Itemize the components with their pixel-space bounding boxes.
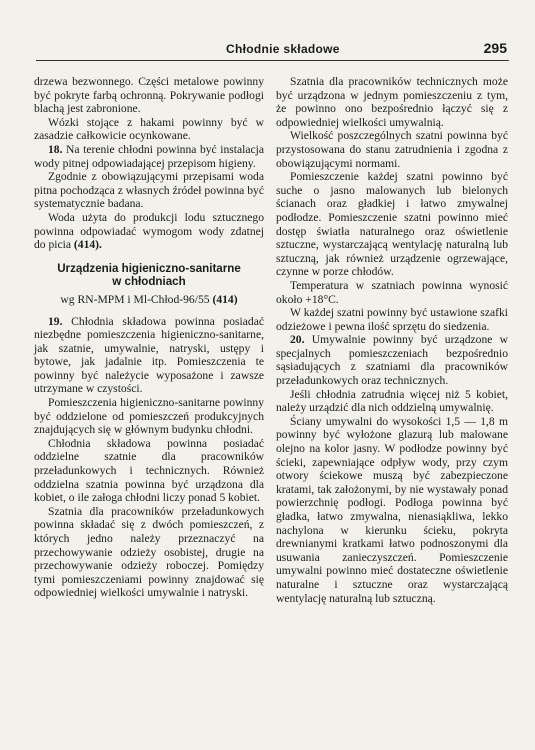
- item-number: 20.: [290, 333, 305, 347]
- item-number: 19.: [48, 314, 63, 328]
- page-number: 295: [483, 40, 507, 56]
- reference-number: (414).: [73, 238, 102, 252]
- paragraph: Wielkość poszczególnych szatni powinna być przystosowana do stanu zatrudnienia i zgodna z obowiązującymi normami.: [276, 129, 508, 170]
- paragraph: drzewa bezwonnego. Części metalowe powinny być pokryte farbą ochronną. Pokrywanie podłogi blachą jest zabronione.: [34, 75, 264, 116]
- paragraph: Ściany umywalni do wysokości 1,5 — 1,8 m powinny być wyłożone glazurą lub malowane olejno na kolor jasny. W podłodze powinny być ścieki, zapewniające odpływ wody, przy czym otwory ściekowe muszą być zabezpieczone kratami, tak założonymi, by nie wystawały ponad powierzchnię podłogi. Podłoga powinna być gładka, łatwo zmywalna, nienasiąkliwa, lekko nachylona w kierunku ścieku, pokryta drewnianymi kratkami łatwo podnoszonymi dla usuwania zanieczyszczeń. Pomieszczenie umywalni powinno mieć dostateczne oświetlenie naturalne i sztuczne oraz wystarczającą wentylację naturalną lub sztuczną.: [276, 414, 508, 605]
- section-subheading: wg RN-MPM i Ml-Chłod-96/55 (414): [60, 292, 238, 306]
- paragraph: Szatnia dla pracowników przeładunkowych powinna składać się z dwóch pomieszczeń, z których jedno należy przeznaczyć na przechowywanie odzieży osobistej, drugie na przechowywanie odzieży roboczej. Pomiędzy tymi pomieszczeniami powinny znajdować się odpowiedniej wielkości umywalnie i natryski.: [34, 504, 264, 600]
- page-header: [36, 40, 509, 61]
- right-column: [276, 75, 508, 605]
- paragraph: 18. Na terenie chłodni powinna być instalacja wody pitnej odpowiadającej przepisom higieny.: [34, 142, 264, 170]
- paragraph: 19. Chłodnia składowa powinna posiadać niezbędne pomieszczenia higieniczno-sanitarne, jak szatnie, umywalnie, natryski, ustępy i bytowe, jak jadalnie itp. Pomieszczenia te powinny być należycie wyposażone i zawsze utrzymane w czystości.: [34, 314, 264, 396]
- left-column: [34, 75, 264, 600]
- paragraph: Jeśli chłodnia zatrudnia więcej niż 5 kobiet, należy urządzić dla nich oddzielną umywalnię.: [276, 387, 508, 415]
- paragraph: W każdej szatni powinny być ustawione szafki odzieżowe i pewna ilość sprzętu do siedzenia.: [276, 306, 508, 333]
- paragraph: Szatnia dla pracowników technicznych może być urządzona w jednym pomieszczeniu z tym, że powinno ono bezpośrednio łączyć się z odpowiedniej wielkości umywalnią.: [276, 75, 508, 129]
- paragraph: Pomieszczenia higieniczno-sanitarne powinny być oddzielone od pomieszczeń produkcyjnych znajdujących się w głównym budynku chłodni.: [34, 396, 264, 437]
- paragraph: 20. Umywalnie powinny być urządzone w specjalnych pomieszczeniach bezpośrednio sąsiadujących z szatniami dla pracowników przeładunkowych oraz technicznych.: [276, 333, 508, 388]
- running-head: Chłodnie składowe: [226, 42, 340, 56]
- paragraph: Zgodnie z obowiązującymi przepisami woda pitna pochodząca z własnych źródeł powinna być systematycznie badana.: [34, 170, 264, 211]
- paragraph: Wózki stojące z hakami powinny być w zasadzie całkowicie ocynkowane.: [34, 115, 264, 143]
- paragraph: Chłodnia składowa powinna posiadać oddzielne szatnie dla pracowników przeładunkowych i technicznych. Również oddzielna szatnia powinna być urządzona dla kobiet, o ile załoga chłodni liczy ponad 5 kobiet.: [34, 436, 264, 505]
- paragraph: Woda użyta do produkcji lodu sztucznego powinna odpowiadać wymogom wody zdatnej do picia (414).: [34, 210, 264, 252]
- paragraph: Temperatura w szatniach powinna wynosić około +18°C.: [276, 278, 508, 306]
- reference-number: (414): [212, 292, 238, 306]
- paragraph: Pomieszczenie każdej szatni powinno być suche o jasno malowanych lub bielonych ścianach oraz gładkiej i łatwo zmywalnej podłodze. Pomieszczenie szatni powinno mieć dostęp światła naturalnego oraz oświetlenie sztuczne, wystarczającą wentylację naturalną lub sztuczną, jak również urządzenie ogrzewające, czynne w porze chłodów.: [276, 170, 508, 279]
- item-number: 18.: [48, 142, 63, 156]
- section-heading: Urządzenia higieniczno-sanitarne w chłodniach: [57, 261, 241, 289]
